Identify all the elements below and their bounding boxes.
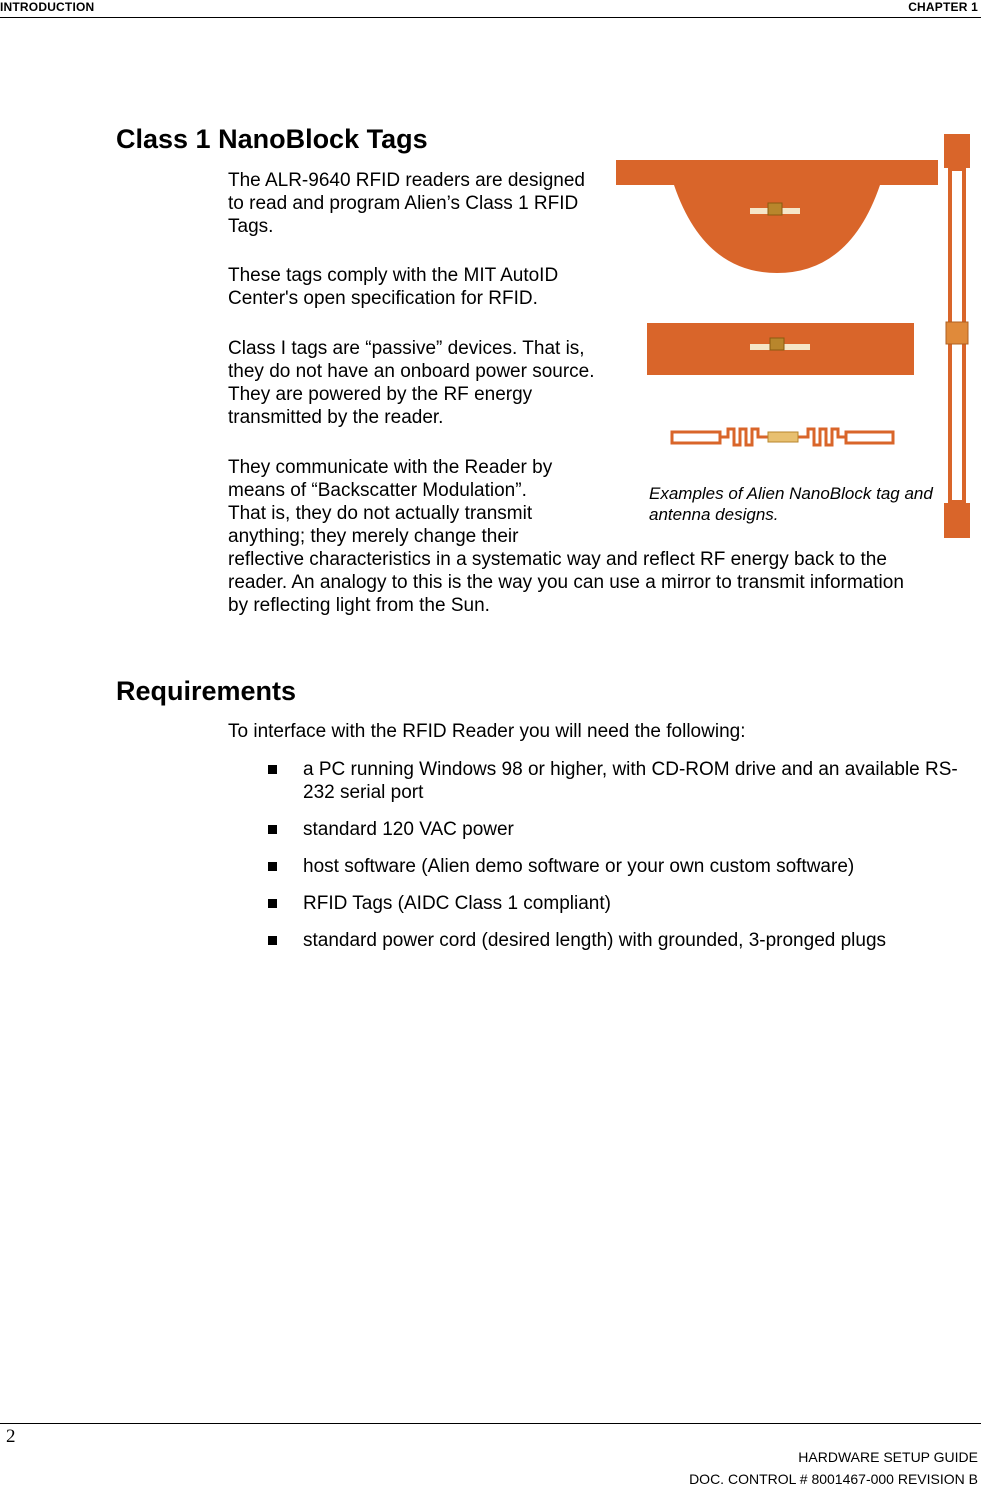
paragraph-line: That is, they do not actually transmit	[228, 503, 533, 524]
list-item: a PC running Windows 98 or higher, with CD-ROM drive and an available RS-232 serial port	[228, 758, 968, 804]
square-bullet-icon	[268, 899, 277, 908]
footer-doc-control: DOC. CONTROL # 8001467-000 REVISION B	[689, 1471, 978, 1487]
list-item: standard 120 VAC power	[228, 818, 968, 841]
header-chapter-label: CHAPTER 1	[908, 0, 978, 14]
square-bullet-icon	[268, 936, 277, 945]
page-header	[0, 0, 981, 18]
list-item: host software (Alien demo software or your own custom software)	[228, 855, 968, 878]
nanoblock-tags-figure	[610, 130, 975, 542]
section-title-class1: Class 1 NanoBlock Tags	[116, 124, 428, 154]
bowl-tag-shape	[616, 160, 938, 273]
square-bullet-icon	[268, 862, 277, 871]
list-item: standard power cord (desired length) with grounded, 3-pronged plugs	[228, 929, 968, 952]
requirements-intro: To interface with the RFID Reader you will need the following:	[228, 721, 746, 742]
square-bullet-icon	[268, 825, 277, 834]
paragraph-passive: Class I tags are “passive” devices. That is, they do not have an onboard power source. They are powered by the RF energy transmitted by the reader.	[228, 338, 595, 428]
section-title-requirements: Requirements	[116, 676, 297, 706]
paragraph-line: They communicate with the Reader by	[228, 457, 553, 478]
figure-caption: Examples of Alien NanoBlock tag and antenna designs.	[649, 484, 933, 524]
paragraph-line: reader. An analogy to this is the way you can use a mirror to transmit information	[228, 572, 904, 593]
paragraph-line: anything; they merely change their	[228, 526, 519, 547]
paragraph-line: means of “Backscatter Modulation”.	[228, 480, 527, 501]
paragraph-line: reflective characteristics in a systematic way and reflect RF energy back to the	[228, 549, 887, 570]
header-section-label: INTRODUCTION	[0, 0, 95, 14]
paragraph-line: by reflecting light from the Sun.	[228, 595, 490, 616]
square-bullet-icon	[268, 765, 277, 774]
footer-rule	[0, 1423, 981, 1424]
vertical-antenna-chip	[946, 322, 968, 344]
requirements-list	[228, 758, 968, 966]
page-number: 2	[6, 1426, 16, 1447]
list-item: RFID Tags (AIDC Class 1 compliant)	[228, 892, 968, 915]
paragraph-compliance: These tags comply with the MIT AutoID Center's open specification for RFID.	[228, 265, 559, 309]
paragraph-intro: The ALR-9640 RFID readers are designed to read and program Alien’s Class 1 RFID Tags.	[228, 170, 585, 237]
footer-guide-title: HARDWARE SETUP GUIDE	[798, 1449, 978, 1465]
vertical-antenna-top	[944, 134, 970, 168]
